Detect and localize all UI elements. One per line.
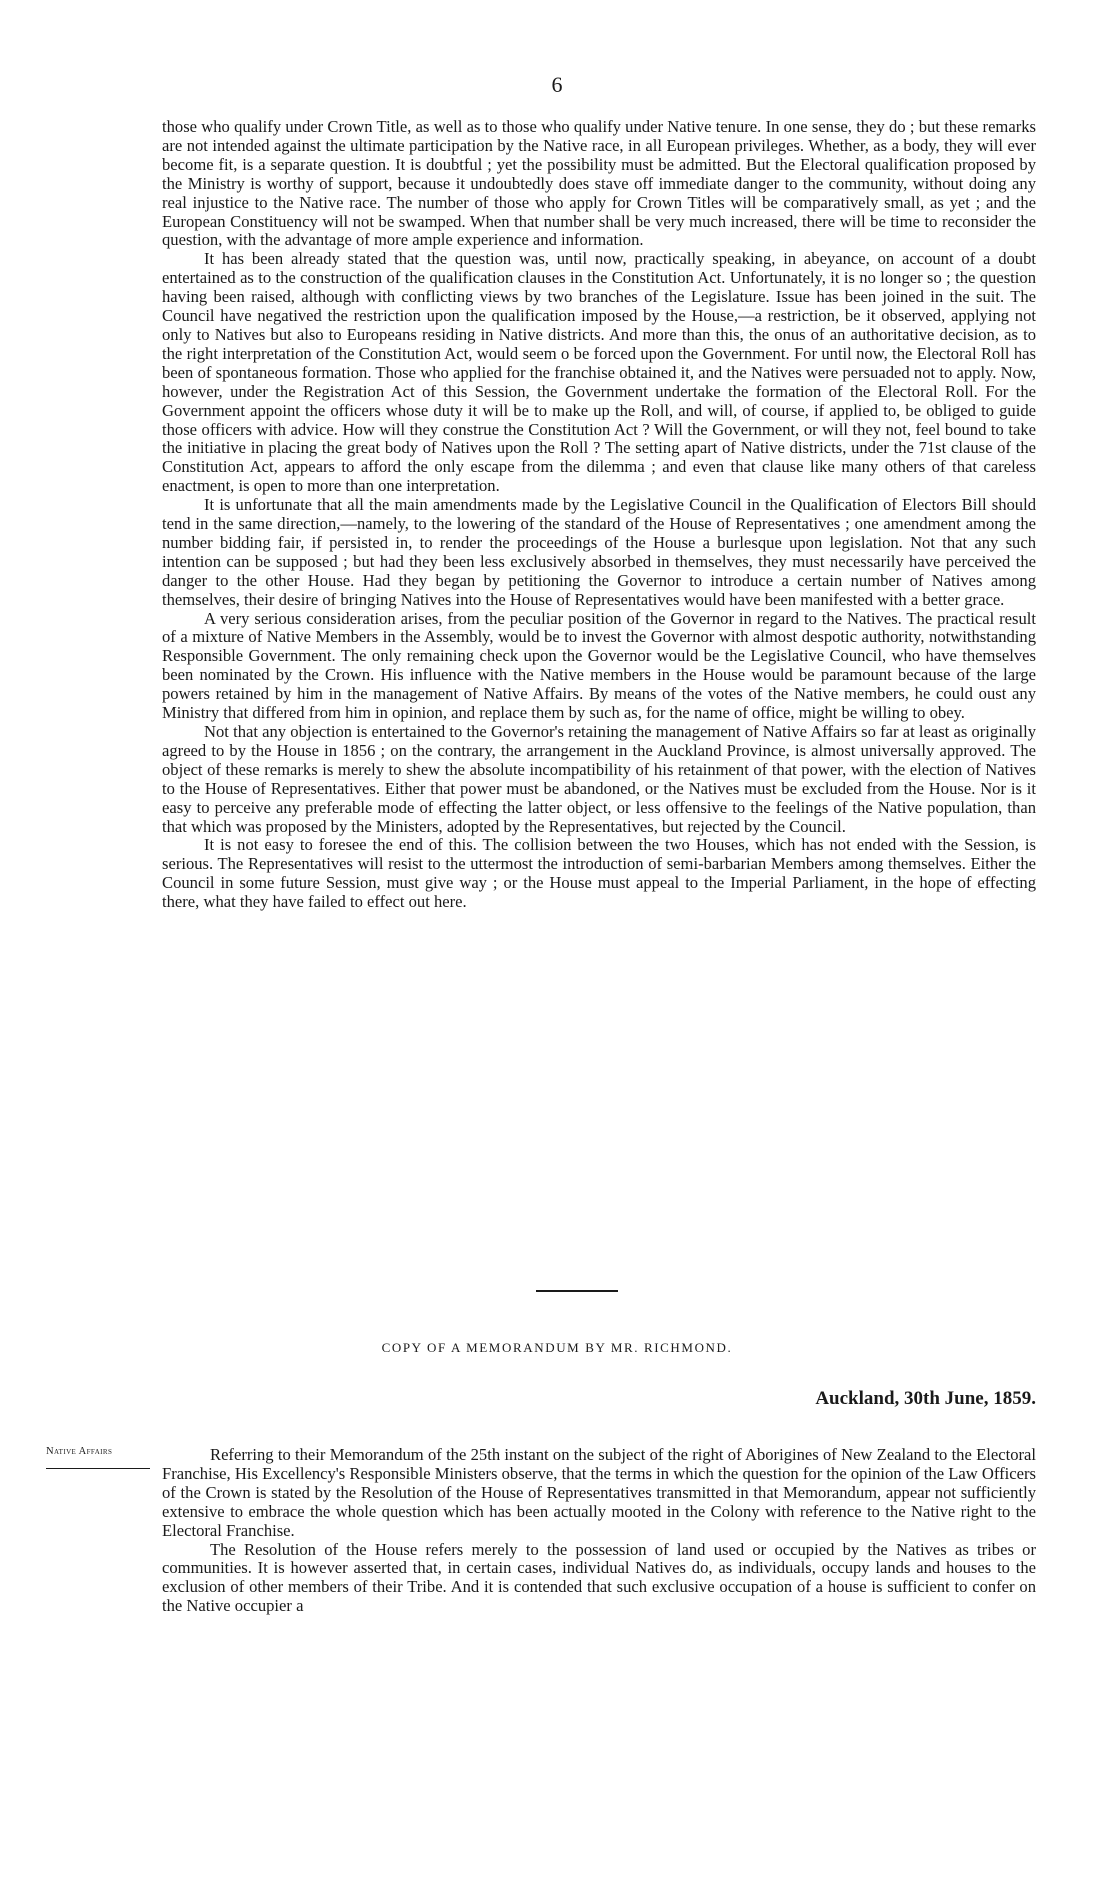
paragraph-2: It has been already stated that the question was, until now, practically speaking, in abeyance, on account of a doubt entertained as to the construction of the qualification clauses in the Constitution Act. Unfortunately, it is no longer so ; the question having been raised, although with conflicting views by two branches of the Legislature. Issue has been joined in the suit. The Council have negatived the restriction upon the qualification imposed by the House,—a restriction, be it observed, applying not only to Natives but also to Europeans residing in Native districts. And more than this, the onus of an authoritative decision, as to the right interpretation of the Constitution Act, would seem o be forced upon the Government. For until now, the Electoral Roll has been of spontaneous formation. Those who applied for the franchise obtained it, and the Natives were persuaded not to apply. Now, however, under the Registration Act of this Session, the Government undertake the formation of the Electoral Roll. For the Government appoint the officers whose duty it will be to make up the Roll, and will, of course, if applied to, be obliged to guide those officers with advice. How will they construe the Constitution Act ? Will the Government, or will they not, feel bound to take the initiative in placing the great body of Natives upon the Roll ? The setting apart of Native districts, under the 71st clause of the Constitution Act, appears to afford the only escape from the dilemma ; and even that clause like many others of that careless enactment, is open to more than one interpretation. bbox=[162, 249, 1036, 496]
paragraph-1: those who qualify under Crown Title, as well as to those who qualify under Native tenure. In one sense, they do ; but these remarks are not intended against the ultimate participation by the Native race, in all European privileges. Whether, as a body, they will ever become fit, is a separate question. It is doubtful ; yet the possibility must be admitted. But the Electoral qualification proposed by the Ministry is worthy of support, because it undoubtedly does stave off immediate danger to the community, without doing any real injustice to the Native race. The number of those who apply for Crown Titles will be comparatively small, as yet ; and the European Constituency will not be swamped. When that number shall be very much increased, there will be time to reconsider the question, with the advantage of more ample experience and information. bbox=[162, 117, 1036, 250]
memo-date: Auckland, 30th June, 1859. bbox=[815, 1388, 1036, 1409]
memo-paragraph-1: Referring to their Memorandum of the 25th instant on the subject of the right of Aborigines of New Zealand to the Electoral Franchise, His Excellency's Responsible Ministers observe, that the terms in which the question for the opinion of the Law Officers of the Crown is stated by the Resolution of the House of Representatives transmitted in that Memorandum, appear not sufficiently extensive to embrace the whole question which has been actually mooted in the Colony with reference to the Native right to the Electoral Franchise. bbox=[162, 1445, 1036, 1540]
paragraph-6: It is not easy to foresee the end of this. The collision between the two Houses, which has not ended with the Session, is serious. The Representatives will resist to the uttermost the introduction of semi-barbarian Members among themselves. Either the Council in some future Session, must give way ; or the House must appeal to the Imperial Parliament, in the hope of effecting there, what they have failed to effect out here. bbox=[162, 835, 1036, 912]
margin-note-rule bbox=[46, 1468, 150, 1469]
page-number: 6 bbox=[551, 72, 563, 97]
body-text bbox=[162, 118, 1036, 912]
margin-note: Native Affairs bbox=[46, 1446, 113, 1457]
memo-heading: COPY OF A MEMORANDUM BY MR. RICHMOND. bbox=[381, 1340, 733, 1355]
section-divider bbox=[536, 1290, 618, 1292]
paragraph-4: A very serious consideration arises, from the peculiar position of the Governor in regard to the Natives. The practical result of a mixture of Native Members in the Assembly, would be to invest the Governor with almost despotic authority, notwithstanding Responsible Government. The only remaining check upon the Governor would be the Legislative Council, who have themselves been nominated by the Crown. His influence with the Native members in the House would be paramount because of the large powers retained by him in the management of Native Affairs. By means of the votes of the Native members, he could oust any Ministry that differed from him in opinion, and replace them by such as, for the name of office, might be willing to obey. bbox=[162, 608, 1036, 723]
paragraph-3: It is unfortunate that all the main amendments made by the Legislative Council in the Qualification of Electors Bill should tend in the same direction,—namely, to the lowering of the standard of the House of Representatives ; one amendment among the number bidding fair, if persisted in, to render the proceedings of the House a burlesque upon legislation. Not that any such intention can be supposed ; but had they been less exclusively absorbed in themselves, they must necessarily have perceived the danger to the other House. Had they began by petitioning the Governor to introduce a certain number of Natives among themselves, their desire of bringing Natives into the House of Representatives would have been manifested with a better grace. bbox=[162, 495, 1036, 609]
memo-text bbox=[162, 1446, 1036, 1616]
memo-paragraph-2: The Resolution of the House refers merely to the possession of land used or occupied by the Natives as tribes or communities. It is however asserted that, in certain cases, individual Natives do, as individuals, occupy lands and houses to the exclusion of other members of their Tribe. And it is contended that such exclusive occupation of a house is sufficient to confer on the Native occupier a bbox=[162, 1539, 1036, 1616]
paragraph-5: Not that any objection is entertained to the Governor's retaining the management of Native Affairs so far at least as originally agreed to by the House in 1856 ; on the contrary, the arrangement in the Auckland Province, is almost universally approved. The object of these remarks is merely to shew the absolute incompatibility of his retainment of that power, with the election of Natives to the House of Representatives. Either that power must be abandoned, or the Natives must be excluded from the House. Nor is it easy to perceive any preferable mode of effecting the latter object, or less offensive to the feelings of the Native population, than that which was proposed by the Ministers, adopted by the Representatives, but rejected by the Council. bbox=[162, 722, 1036, 836]
